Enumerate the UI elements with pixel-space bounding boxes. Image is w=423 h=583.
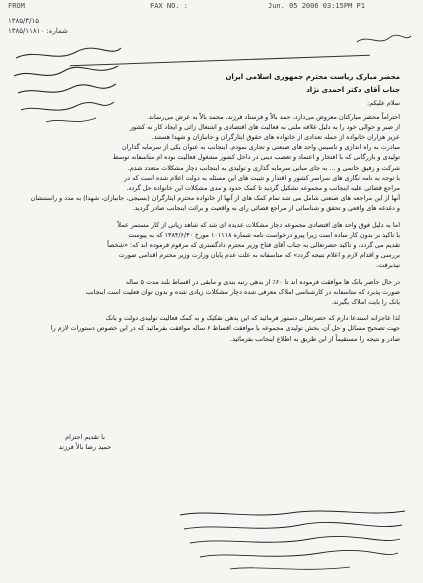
body-line: لذا عاجزانه استدعا دارم که حضرتعالی دستور فرمائید که این بدهی تفکیک و به کمک فعالیت تولیدی دولت و بانک	[105, 314, 400, 323]
letter-body	[28, 72, 400, 344]
signer-name: حمید رضا بالاً فرزند	[58, 443, 112, 451]
fax-timestamp: Jun. 05 2006 03:15PM P1	[268, 2, 365, 10]
body-line: در حال حاضر بانک ها موافقت فرموده اند تا ۶۰٪ از بدهی رتبه بندی و مابقی در اقساط بلند مدت ۵ ساله	[125, 277, 400, 286]
letter-number: شماره: ۱۳۸۵/۱۱۸۱۰	[8, 27, 68, 35]
top-right-mark-icon	[353, 30, 413, 50]
body-line: مبادرت به راه اندازی و تاسیس واحد های صنعتی و تجاری نمودم. اینجانب به عنوان یکی از سرمایه گذاران	[121, 143, 400, 152]
addressee-line-1: محضر مبارک ریاست محترم جمهوری اسلامی ایران	[225, 73, 400, 81]
body-line: صورت پذیرد که متاسفانه در کارشناسی املاک معرفی شده دچار مشکلات زیادی شده و بدون توان فعلیت است اینجانب	[85, 287, 400, 296]
body-line: اما به دلیل فوق واحد های اقتصادی مجموعه دچار مشکلات عدیده ای شد که شاهد زیانی از کار مستمر عملاً	[117, 220, 400, 229]
body-line: عزیز هزاران خانواده از جمله تعدادی از خانواده های حقوق ایثارگران و جانبازان و شهدا هستند.	[151, 133, 400, 142]
body-line: مراجع قضائی علیه اینجانب و مجموعه تشکیل گردید تا کمک حدود و مدی مشکلات این خانواده حل گردد.	[126, 184, 400, 193]
body-line: با توجه به نامه نگاری های سراسر کشور و اقتدار و تثبیت های این مسئله به دولت اعلام شده است که در	[124, 173, 400, 182]
signature-block	[50, 432, 120, 452]
body-line: تقدیم می گردد، و تاکید حضرتعالی به جناب آقای فتاح وزیر محترم دادگستری که مرقوم فرموده اند که: «شخصاً	[107, 241, 400, 250]
addressee-line-2: جناب آقای دکتر احمدی نژاد	[306, 86, 400, 95]
greeting: سلام علیکم:	[367, 99, 400, 108]
handwritten-signature-icon	[170, 505, 410, 575]
body-line: تولیدی و بازرگانی که با افتخار و اعتماد و تعصب دینی در داخل کشور مشغول فعالیت بوده ام متاسفانه توسط	[112, 153, 400, 162]
body-line: با تاکید بر بدون کار ساده است زیرا پیرو درخواست نامه شماره ۱۰۱۱۱۸ مورخ ۱۳۸۴/۶/۳۰ که به پیوست	[128, 230, 400, 239]
body-line: بانک را بابت املاک بگیرند.	[331, 298, 400, 307]
body-line: احتراماً محضر مبارکتان معروض می‌دارد، حمد بالاً و فرستاد فرزند، محمد بالاً به عرض می‌رساند.	[146, 112, 400, 121]
body-line: بررسی و اقدام لازم و اعلام نتیجه گردد» که متاسفانه به علت عدم پایان وزارت وزیر محترم اقدامی صورت	[118, 251, 400, 260]
body-line: جهت تصحیح مسائل و حل آن، بخش تولیدی مجموعه با موافقت اقساط ۶ ساله موافقت بفرمائید که در این خصوص دستورات لازم را	[50, 324, 400, 333]
fax-number: FAX NO. :	[150, 2, 188, 10]
fax-from: FROM	[8, 2, 25, 10]
fax-header	[0, 2, 423, 14]
letter-date: ۱۳۸۵/۳/۱۵	[8, 17, 40, 25]
body-line: آنها از این مراجعه های صنعتی شامل می شد تمام کمک های از آنها از خانواده محترم ایثارگران (بسیجی، جانبازان، شهدا) به مدد و راستنشان و دغدغه های واقعی و تحقق و شناسائی از مراجع قضائی رای به واقعیت و برائت اینجانب صادر گردید.	[30, 194, 400, 213]
body-line: شرکت و رفیق خاتمی و ... به جای مبانی سرمایه گذاری و تولیدی به اینجانب دچار مشکلات متعدد شدم.	[127, 163, 400, 172]
letter-meta	[8, 16, 68, 36]
closing-text: با تقدیم احترام	[65, 433, 105, 441]
body-line: صادر و نتیجه را مستقیماً از این طریق به اطلاع اینجانب بفرمائید.	[230, 334, 400, 343]
body-line: از صبر و حوالی خود را به دلیل علاقه ملتی به فعالیت های اقتصادی و اشتغال زائی و ایجاد کار به کشور	[129, 122, 400, 131]
body-line: نپذیرفت.	[376, 261, 400, 270]
